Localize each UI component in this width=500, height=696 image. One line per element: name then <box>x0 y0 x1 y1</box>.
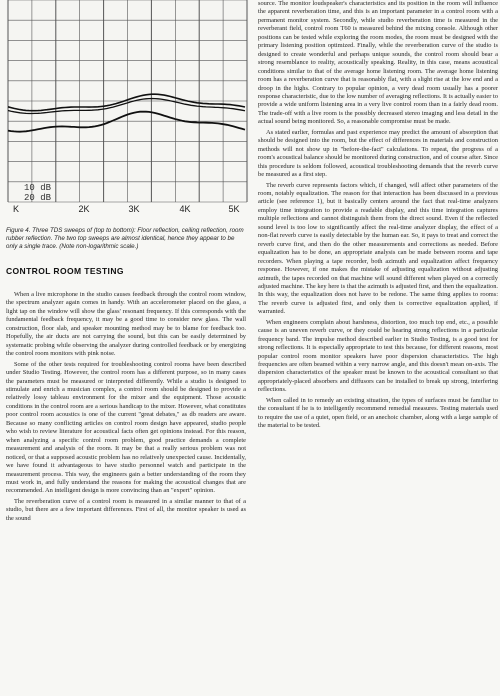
left-column <box>6 0 249 696</box>
paragraph: When called in to remedy an existing situation, the types of surfaces must be familiar to the consultant if he is to intelligently recommend remedial measures. Testing materials used to require the use of a quiet, open field, or an anechoic chamber, along with a large sample of the material to be tested. <box>258 396 498 430</box>
right-column <box>258 0 498 696</box>
right-body-text <box>258 0 498 433</box>
figure-caption: Figure 4. Three TDS sweeps of (top to bottom): Floor reflection, ceiling reflection, room rubber reflection. The two top sweeps are almost identical, hence they appear to be only a single trace. (Note non-logarithmic scale.) <box>6 227 244 250</box>
paragraph: The reverberation curve of a control room is measured in a similar manner to that of a studio, but there are a few important differences. First of all, the monitor speaker is used as the sound <box>6 497 246 522</box>
x-tick-label: K <box>12 204 20 214</box>
section-heading: CONTROL ROOM TESTING <box>6 266 124 276</box>
paragraph: When a live microphone in the studio causes feedback through the control room window, the spectrum analyzer again comes in handy. With an accelerometer placed on the glass, a light tap on the window will show the glass' resonant frequency. If this corresponds with the fundamental feedback frequency, it may be a good time to consider new glass. The wall construction, floor slab, and speaker mounting method may be to blame for feedback too. Hopefully, the air ducts are not carrying the sound, but this can be easily determined by systematic probing while observing the analyzer during controlled feedback or by energizing the control room monitors with pink noise. <box>6 291 246 358</box>
paragraph: As stated earlier, formulas and past experience may predict the amount of absorption that should be designed into the room, but the effect of differences in materials and construction methods will not show up in "before-the-fact" calculations. To repeat, the progress of a room's acoustical balance should be monitored during construction, and of course after. Since this procedure is seldom followed, acoustical troubleshooting demands that the reverb curve be measured as a first step. <box>258 128 498 179</box>
x-tick-label: 3K <box>128 204 140 214</box>
tds-sweep-plot <box>6 0 249 214</box>
x-tick-label: 5K <box>228 204 240 214</box>
paragraph: When engineers complain about harshness, distortion, too much top end, etc., a possible cause is an uneven reverb curve, or they could be hearing strong reflections in a particular frequency band. The impulse method described earlier in Studio Testing, is a good test for strong reflections. It is especially appropriate to test this because, for different reasons, most popular control room monitor speakers have poor dispersion characteristics. The high frequencies are often beamed within a very narrow angle, and this doesn't mean on-axis. The dispersion characteristics of the speaker must be known to the acoustical consultant so that appropriately-placed absorbers and diffusors can be installed to break up strong, interfering reflections. <box>258 318 498 394</box>
x-tick-label: 4K <box>179 204 191 214</box>
paragraph: Some of the other tests required for troubleshooting control rooms have been described under Studio Testing. However, the control room has a different purpose, so in many cases the parameters must be measured or interpreted differently. While a studio is designed to stimulate and enrich a musician complex, a control room should be designed to provide a relatively lossy tableau environment for the mixer and the equipment. Those acoustic conditions in the control room are a serious handicap to the mixer. However, what constitutes poor control room acoustics is one of the current "great debates," as db readers are aware. Because so many conflicting articles on control room design have appeared, studio people who wish to review literature for acoustical facts often get opinions instead. For this reason, when analyzing a specific control room problem, good practice demands a complete measurement and analysis of the room. It may be that a really serious problem was not noticed, or that a supposed acoustic problem has no relatively unexpected cause. Incidentally, we have found it advantageous to have studio personnel watch and participate in the measurement process. This way, the engineers gain a better understanding of the room they must work in, and fully understand the reasons for making the acoustical changes that are recommended. An intelligent design is more convincing than an "expert" opinion. <box>6 360 246 495</box>
paragraph: The reverb curve represents factors which, if changed, will affect other parameters of the room, notably equalization. The reason for that interaction has been discussed in a previous article (see reference 1), but it basically centers around the fact that real-time analyzers employ time integration to provide a readable display, and this time integration captures multiple reflections and cannot distinguish them from the direct sound. Even if the reflected sound level is too low to significantly affect the real-time analyzer display, the effect of a non-flat reverb curve is easily detectable by the human ear. So, it pays to treat and correct the reverb curve first, and then do the other measurements and corrections as needed. Before equalization has to be done, an appropriate analysis can be made between rooms and tape recorders. When playing a tape recorder, both azimuth and equalization affect frequency response. However, if one makes the mistake of adjusting equalization without adjusting azimuth, the tapes recorded on that machine will sound different when played on a correctly adjusted machine. The key here is that the azimuth is adjusted first, and then the equalization. In this way, the equalization does not have to be redone. The same thing applies to rooms: The reverb curve is adjusted first, and only then is corrective equalization applied, if warranted. <box>258 181 498 316</box>
x-tick-labels <box>13 204 240 214</box>
db-scale-label-2: 20 dB <box>24 193 52 203</box>
paragraph: source. The monitor loudspeaker's characteristics and its position in the room will influence the apparent reverberation time, and this is an important parameter in a control room with a permanent monitor system. Secondly, while studio reverberation time is measured in the reverberant field, control room T60 is measured behind the mixing console. Although other positions can be tested while exploring the room modes, the room must be designed with the primary listening position optimized. Finally, while the reverberation curve of the studio is designed to create wonderful and perhaps unique sounds, the control room should bear a strong resemblance to reality, acoustically speaking. Reality, in this case, means acoustical conditions similar to that of the average home listening room. The average home listening room has a reverberation curve that is reasonably flat, with a slight rise at the low end and a droop in the highs. Contrary to popular opinion, a very dead room usually has a poorer response characteristic, due to the low number of averaging reflections. It is actually easier to provide a wide uniform listening area in a very live control room than in a fairly dead room. The trade-off with a live room is the possibly decreased stereo imaging and less detail in the actual sound being monitored. So, a reasonable compromise must be made. <box>258 0 498 126</box>
db-scale-label-1: 10 dB <box>24 183 52 193</box>
left-body-text <box>6 291 246 525</box>
tds-sweep-figure <box>6 0 249 214</box>
x-tick-label: 2K <box>78 204 90 214</box>
